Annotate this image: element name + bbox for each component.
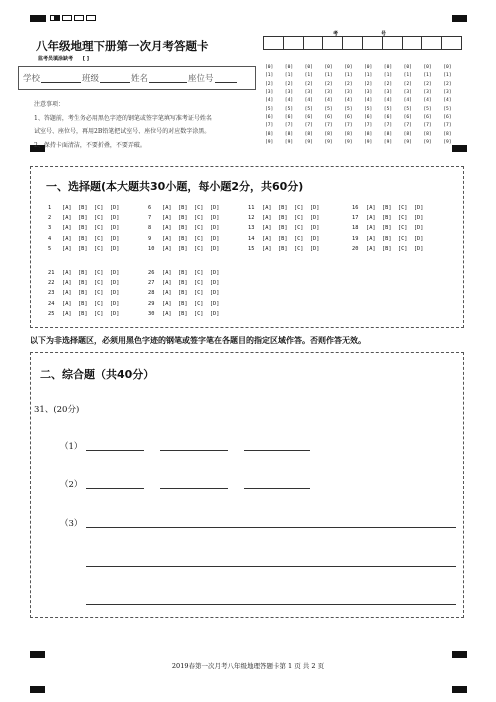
exam-digit-bubble[interactable]: [0]: [284, 65, 294, 70]
exam-digit-bubble[interactable]: [2]: [443, 81, 452, 87]
mcq-number: 1: [48, 205, 52, 211]
mcq-number: 8: [148, 225, 152, 232]
section1-title: 一、选择题(本大题共30小题，每小题2分，共60分): [46, 180, 304, 193]
exam-number-cell[interactable]: [402, 36, 423, 50]
exam-digit-bubble[interactable]: [9]: [383, 140, 393, 146]
student-info-box: [18, 66, 256, 90]
exam-digit-bubble[interactable]: [2]: [324, 81, 333, 87]
exam-digit-bubble[interactable]: [1]: [265, 73, 274, 79]
section2-box: [30, 352, 464, 618]
exam-digit-bubble[interactable]: [0]: [443, 65, 452, 70]
timing-square-3: [74, 15, 84, 21]
mcq-number: 4: [48, 235, 52, 242]
mcq-options[interactable]: [A] [B] [C] [D]: [162, 215, 220, 222]
part-1-answer-line-b[interactable]: [160, 450, 228, 451]
exam-digit-bubble[interactable]: [3]: [383, 90, 393, 96]
exam-digit-bubble[interactable]: [2]: [383, 81, 393, 87]
timing-mark-bottom-right-1: [452, 651, 467, 658]
school-label: 学校: [23, 74, 41, 84]
exam-digit-bubble[interactable]: [4]: [284, 98, 294, 104]
mcq-number: 25: [48, 310, 55, 317]
mcq-row: [148, 301, 219, 307]
exam-digit-bubble[interactable]: [1]: [443, 73, 452, 79]
mcq-row: [248, 215, 319, 221]
mcq-row: [248, 246, 319, 252]
class-label: 班级: [82, 74, 100, 84]
part-1-label: （1）: [60, 442, 83, 452]
exam-number-cell[interactable]: [382, 36, 403, 50]
name-label: 姓名: [131, 74, 149, 84]
part-3-answer-line-3[interactable]: [86, 604, 456, 605]
mcq-row: [48, 215, 119, 221]
non-choice-warning: 以下为非选择题区，必须用黑色字迹的钢笔或签字笔在各题目的指定区域作答。否则作答无效。: [30, 336, 366, 345]
exam-digit-bubble[interactable]: [8]: [284, 131, 294, 137]
mcq-number: 5: [48, 245, 52, 252]
exam-digit-bubble[interactable]: [4]: [324, 98, 333, 104]
mcq-row: [48, 205, 119, 211]
mcq-row: [148, 246, 219, 252]
exam-digit-bubble[interactable]: [8]: [344, 131, 353, 137]
exam-digit-bubble[interactable]: [7]: [344, 123, 353, 129]
exam-number-entry-row: [264, 36, 462, 50]
mcq-number: 9: [148, 235, 152, 242]
timing-mark-bottom-left-2: [30, 686, 45, 693]
exam-digit-bubble[interactable]: [4]: [304, 98, 313, 104]
part-3-answer-line-2[interactable]: [86, 566, 456, 567]
timing-mark-top-right: [452, 15, 467, 22]
part-3-answer-line-1[interactable]: [86, 527, 456, 528]
proctor-label-text: 监考员填涂缺考: [38, 56, 74, 62]
exam-digit-bubble[interactable]: [8]: [383, 131, 393, 137]
exam-digit-bubble[interactable]: [7]: [364, 123, 373, 129]
mcq-number: 14: [248, 235, 255, 242]
mcq-options[interactable]: [A] [B] [C] [D]: [62, 310, 120, 317]
exam-digit-bubble[interactable]: [6]: [265, 115, 274, 121]
exam-digit-bubble[interactable]: [3]: [344, 90, 353, 96]
exam-number-cell[interactable]: [283, 36, 304, 50]
exam-digit-bubble[interactable]: [1]: [383, 73, 393, 79]
exam-digit-column: [404, 64, 420, 147]
exam-number-cell[interactable]: [303, 36, 324, 50]
exam-digit-bubble[interactable]: [4]: [383, 98, 393, 104]
mcq-options[interactable]: [A] [B] [C] [D]: [162, 245, 220, 252]
exam-digit-bubble[interactable]: [6]: [364, 115, 373, 121]
mcq-number: 24: [48, 300, 55, 307]
exam-digit-bubble[interactable]: [6]: [423, 115, 432, 121]
mcq-number: 29: [148, 300, 155, 307]
mcq-options[interactable]: [A] [B] [C] [D]: [366, 235, 424, 242]
mcq-row: [148, 225, 219, 231]
mcq-row: [48, 246, 119, 252]
class-field[interactable]: [100, 73, 130, 83]
notes-heading: 注意事项：: [34, 101, 65, 108]
exam-digit-bubble[interactable]: [6]: [443, 115, 452, 121]
seat-field[interactable]: [215, 73, 237, 83]
exam-digit-bubble[interactable]: [5]: [403, 106, 412, 112]
page-footer: 2019春第一次月考八年级地理答题卡第 1 页 共 2 页: [171, 662, 325, 670]
exam-digit-bubble[interactable]: [3]: [403, 90, 412, 96]
exam-digit-column: [324, 64, 340, 147]
mcq-number: 12: [248, 215, 255, 222]
mcq-options[interactable]: [A] [B] [C] [D]: [62, 270, 120, 276]
mcq-options[interactable]: [A] [B] [C] [D]: [162, 280, 220, 287]
exam-digit-bubble[interactable]: [7]: [383, 123, 393, 129]
exam-digit-bubble[interactable]: [0]: [423, 65, 432, 70]
exam-digit-bubble[interactable]: [9]: [403, 140, 412, 146]
exam-digit-column: [265, 64, 281, 147]
exam-digit-bubble[interactable]: [4]: [423, 98, 432, 104]
proctor-box[interactable]: [ ]: [82, 56, 90, 62]
part-2-answer-line-b[interactable]: [160, 488, 228, 489]
mcq-options[interactable]: [A] [B] [C] [D]: [62, 300, 120, 307]
mcq-options[interactable]: [A] [B] [C] [D]: [162, 300, 220, 307]
exam-digit-bubble[interactable]: [9]: [284, 140, 294, 146]
exam-digit-bubble[interactable]: [9]: [344, 140, 353, 146]
proctor-label: [38, 55, 89, 62]
exam-digit-bubble[interactable]: [7]: [265, 123, 274, 129]
exam-digit-bubble[interactable]: [5]: [284, 106, 294, 112]
section2-title: 二、综合题（共40分）: [40, 368, 155, 381]
mcq-options[interactable]: [A] [B] [C] [D]: [162, 205, 220, 211]
exam-digit-bubble[interactable]: [1]: [304, 73, 313, 79]
mcq-number: 3: [48, 225, 52, 232]
mcq-options[interactable]: [A] [B] [C] [D]: [162, 290, 220, 297]
exam-digit-bubble[interactable]: [6]: [284, 115, 294, 121]
exam-digit-bubble[interactable]: [7]: [324, 123, 333, 129]
exam-digit-bubble[interactable]: [8]: [423, 131, 432, 137]
mcq-options[interactable]: [A] [B] [C] [D]: [262, 215, 320, 222]
exam-digit-bubble[interactable]: [6]: [304, 115, 313, 121]
mcq-options[interactable]: [A] [B] [C] [D]: [262, 205, 320, 211]
mcq-number: 11: [248, 205, 255, 211]
mcq-number: 22: [48, 280, 55, 287]
mcq-number: 21: [48, 270, 55, 276]
exam-digit-bubble[interactable]: [6]: [324, 115, 333, 121]
exam-digit-bubble[interactable]: [9]: [423, 140, 432, 146]
exam-digit-bubble[interactable]: [1]: [403, 73, 412, 79]
exam-digit-bubble[interactable]: [3]: [423, 90, 432, 96]
mcq-row: [352, 215, 423, 221]
mcq-options[interactable]: [A] [B] [C] [D]: [366, 225, 424, 232]
part-2-answer-line-c[interactable]: [244, 488, 310, 489]
exam-digit-bubble[interactable]: [0]: [383, 65, 393, 70]
mcq-row: [352, 236, 423, 242]
mcq-options[interactable]: [A] [B] [C] [D]: [366, 215, 424, 222]
notes-line: 2、保持卡面清洁，不要折叠，不要弄破。: [34, 141, 146, 149]
mcq-number: 26: [148, 270, 155, 276]
part-1-answer-line-a[interactable]: [86, 450, 144, 451]
mcq-row: [148, 205, 219, 211]
exam-number-cell[interactable]: [322, 36, 343, 50]
exam-digit-bubble[interactable]: [4]: [265, 98, 274, 104]
exam-digit-bubble[interactable]: [5]: [324, 106, 333, 112]
exam-digit-bubble[interactable]: [9]: [304, 140, 313, 146]
exam-digit-bubble[interactable]: [1]: [364, 73, 373, 79]
mcq-number: 18: [352, 225, 359, 232]
question-31-label: 31、(20分): [34, 405, 80, 415]
exam-digit-column: [423, 64, 439, 147]
mcq-number: 30: [148, 310, 155, 317]
exam-digit-column: [443, 64, 459, 147]
exam-digit-bubble[interactable]: [1]: [344, 73, 353, 79]
mcq-options[interactable]: [A] [B] [C] [D]: [62, 245, 120, 252]
mcq-row: [48, 301, 119, 307]
mcq-number: 28: [148, 290, 155, 297]
exam-number-cell[interactable]: [362, 36, 383, 50]
name-field[interactable]: [149, 73, 187, 83]
mcq-options[interactable]: [A] [B] [C] [D]: [262, 245, 320, 252]
exam-digit-bubble[interactable]: [5]: [304, 106, 313, 112]
exam-digit-bubble[interactable]: [8]: [403, 131, 412, 137]
mcq-number: 10: [148, 245, 155, 252]
mcq-options[interactable]: [A] [B] [C] [D]: [162, 235, 220, 242]
exam-number-cell[interactable]: [441, 36, 462, 50]
exam-digit-bubble[interactable]: [2]: [364, 81, 373, 87]
mcq-number: 19: [352, 235, 359, 242]
exam-digit-bubble[interactable]: [5]: [344, 106, 353, 112]
notes-line: 1、答题前，考生务必用黑色字迹的钢笔或签字笔填写准考证号姓名: [34, 114, 212, 122]
exam-number-cell[interactable]: [263, 36, 284, 50]
exam-digit-column: [305, 64, 321, 147]
mcq-options[interactable]: [A] [B] [C] [D]: [62, 280, 120, 287]
mcq-number: 13: [248, 225, 255, 232]
mcq-number: 2: [48, 215, 52, 222]
exam-digit-bubble[interactable]: [0]: [324, 65, 333, 70]
exam-digit-bubble[interactable]: [0]: [265, 65, 274, 70]
part-3-label: （3）: [60, 519, 83, 529]
exam-digit-bubble[interactable]: [0]: [403, 65, 412, 70]
exam-number-label-left: 考: [333, 31, 339, 37]
exam-digit-bubble[interactable]: [9]: [324, 140, 333, 146]
exam-digit-bubble[interactable]: [9]: [265, 140, 274, 146]
exam-digit-bubble[interactable]: [1]: [423, 73, 432, 79]
mcq-row: [48, 236, 119, 242]
exam-number-label-right: 号: [381, 31, 387, 37]
exam-digit-bubble[interactable]: [4]: [364, 98, 373, 104]
exam-digit-bubble[interactable]: [5]: [443, 106, 452, 112]
exam-digit-column: [285, 64, 301, 147]
part-2-answer-line-a[interactable]: [86, 488, 144, 489]
exam-digit-bubble[interactable]: [2]: [403, 81, 412, 87]
mcq-row: [48, 290, 119, 296]
mcq-row: [48, 225, 119, 231]
exam-digit-bubble[interactable]: [7]: [403, 123, 412, 129]
mcq-row: [48, 270, 119, 276]
exam-digit-bubble[interactable]: [7]: [304, 123, 313, 129]
mcq-number: 6: [148, 205, 152, 211]
mcq-options[interactable]: [A] [B] [C] [D]: [62, 215, 120, 222]
timing-mark-bottom-right-2: [452, 686, 467, 693]
timing-mark-top-left: [30, 15, 46, 22]
exam-digit-bubble[interactable]: [6]: [403, 115, 412, 121]
page-title: 八年级地理下册第一次月考答题卡: [36, 39, 209, 53]
mcq-number: 17: [352, 215, 359, 222]
mcq-row: [352, 205, 423, 211]
exam-digit-bubble[interactable]: [2]: [344, 81, 353, 87]
exam-digit-bubble[interactable]: [4]: [403, 98, 412, 104]
exam-digit-bubble[interactable]: [9]: [364, 140, 373, 146]
exam-digit-bubble[interactable]: [3]: [265, 90, 274, 96]
exam-number-cell[interactable]: [342, 36, 363, 50]
exam-digit-bubble[interactable]: [8]: [324, 131, 333, 137]
exam-digit-bubble[interactable]: [2]: [265, 81, 274, 87]
mcq-row: [248, 205, 319, 211]
mcq-row: [352, 225, 423, 231]
exam-digit-bubble[interactable]: [3]: [284, 90, 294, 96]
mcq-row: [148, 215, 219, 221]
exam-digit-bubble[interactable]: [5]: [423, 106, 432, 112]
mcq-options[interactable]: [A] [B] [C] [D]: [62, 290, 120, 297]
exam-digit-bubble[interactable]: [2]: [284, 81, 294, 87]
mcq-row: [148, 311, 219, 317]
exam-digit-bubble[interactable]: [3]: [443, 90, 452, 96]
mcq-options[interactable]: [A] [B] [C] [D]: [62, 235, 120, 242]
mcq-number: 15: [248, 245, 255, 252]
exam-digit-bubble[interactable]: [7]: [443, 123, 452, 129]
exam-digit-bubble[interactable]: [8]: [364, 131, 373, 137]
exam-digit-bubble[interactable]: [3]: [304, 90, 313, 96]
mcq-row: [148, 290, 219, 296]
exam-digit-bubble[interactable]: [8]: [304, 131, 313, 137]
exam-digit-bubble[interactable]: [0]: [364, 65, 373, 70]
exam-digit-column: [364, 64, 380, 147]
mcq-options[interactable]: [A] [B] [C] [D]: [162, 225, 220, 232]
exam-digit-bubble[interactable]: [3]: [364, 90, 373, 96]
mcq-number: 7: [148, 215, 152, 222]
mcq-options[interactable]: [A] [B] [C] [D]: [262, 225, 320, 232]
mcq-row: [148, 280, 219, 286]
exam-digit-bubble[interactable]: [5]: [383, 106, 393, 112]
exam-digit-bubble[interactable]: [1]: [284, 73, 294, 79]
exam-digit-column: [344, 64, 360, 147]
exam-digit-bubble[interactable]: [0]: [304, 65, 313, 70]
exam-digit-bubble[interactable]: [6]: [344, 115, 353, 121]
mcq-options[interactable]: [A] [B] [C] [D]: [62, 205, 120, 211]
exam-digit-bubble[interactable]: [2]: [423, 81, 432, 87]
exam-digit-bubble[interactable]: [6]: [383, 115, 393, 121]
timing-square-2: [62, 15, 72, 21]
exam-digit-column: [384, 64, 400, 147]
exam-digit-bubble[interactable]: [1]: [324, 73, 333, 79]
exam-digit-bubble[interactable]: [9]: [443, 140, 452, 146]
exam-digit-bubble[interactable]: [7]: [284, 123, 294, 129]
exam-digit-bubble[interactable]: [5]: [364, 106, 373, 112]
mcq-options[interactable]: [A] [B] [C] [D]: [62, 225, 120, 232]
mcq-row: [148, 270, 219, 276]
exam-digit-bubble[interactable]: [0]: [344, 65, 353, 70]
exam-digit-bubble[interactable]: [4]: [443, 98, 452, 104]
timing-square-4: [86, 15, 96, 21]
exam-digit-bubble[interactable]: [4]: [344, 98, 353, 104]
exam-number-cell[interactable]: [421, 36, 442, 50]
mcq-options[interactable]: [A] [B] [C] [D]: [366, 245, 424, 252]
exam-digit-bubble[interactable]: [8]: [265, 131, 274, 137]
exam-digit-bubble[interactable]: [8]: [443, 131, 452, 137]
mcq-row: [48, 280, 119, 286]
notes-line: 试室号、座位号，再用2B铅笔把试室号、座位号的对应数字涂黑。: [34, 128, 211, 135]
mcq-row: [48, 311, 119, 317]
mcq-options[interactable]: [A] [B] [C] [D]: [162, 270, 220, 276]
school-field[interactable]: [41, 73, 81, 83]
mcq-row: [248, 236, 319, 242]
mcq-number: 20: [352, 245, 359, 252]
exam-digit-bubble[interactable]: [3]: [324, 90, 333, 96]
seat-label: 座位号: [188, 74, 214, 84]
mcq-number: 27: [148, 280, 155, 287]
notes-block: [34, 98, 264, 152]
mcq-options[interactable]: [A] [B] [C] [D]: [162, 310, 220, 317]
mcq-row: [248, 225, 319, 231]
mcq-number: 16: [352, 205, 359, 211]
exam-digit-bubble[interactable]: [7]: [423, 123, 432, 129]
part-1-answer-line-c[interactable]: [244, 450, 310, 451]
part-2-label: （2）: [60, 480, 83, 490]
exam-digit-bubble[interactable]: [5]: [265, 106, 274, 112]
mcq-options[interactable]: [A] [B] [C] [D]: [366, 205, 424, 211]
timing-square-filled: [54, 15, 60, 21]
mcq-options[interactable]: [A] [B] [C] [D]: [262, 235, 320, 242]
timing-mark-bottom-left-1: [30, 651, 45, 658]
mcq-row: [148, 236, 219, 242]
exam-digit-bubble[interactable]: [2]: [304, 81, 313, 87]
mcq-row: [352, 246, 423, 252]
mcq-number: 23: [48, 290, 55, 297]
